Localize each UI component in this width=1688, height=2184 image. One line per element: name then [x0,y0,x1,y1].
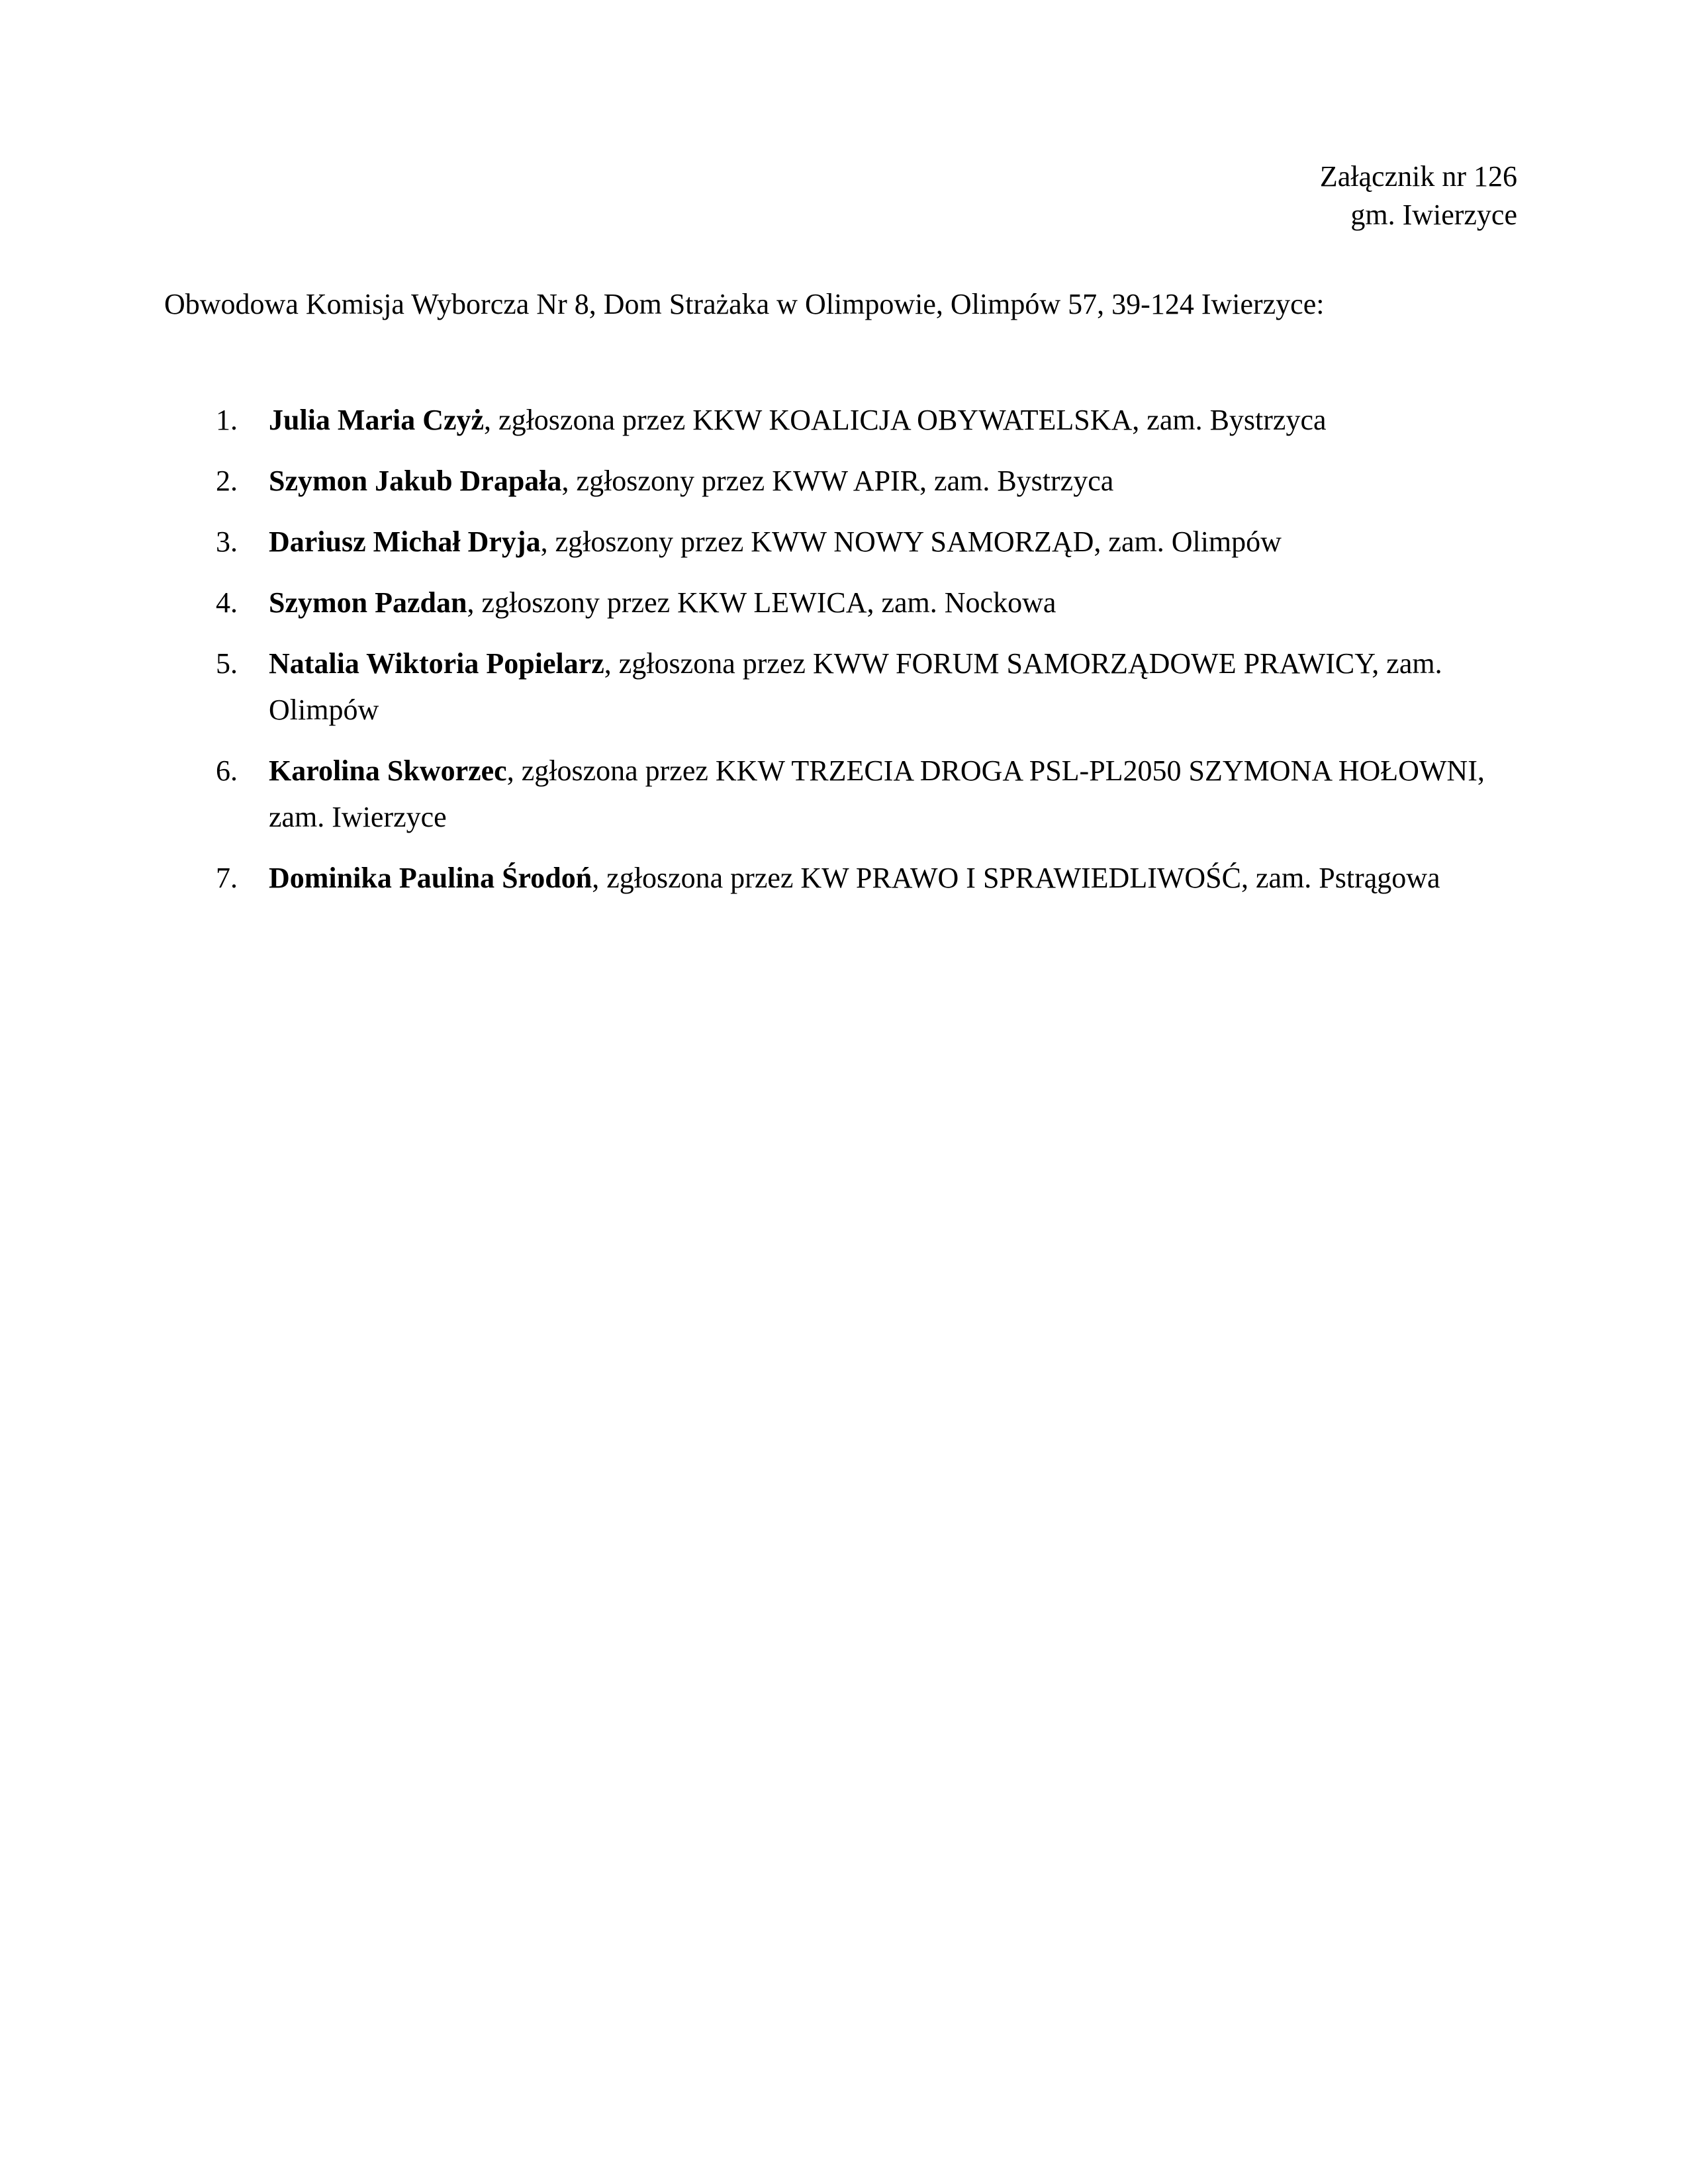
member-details: , zgłoszona przez KW PRAWO I SPRAWIEDLIWOŚĆ, zam. Pstrągowa [592,862,1440,894]
member-details: , zgłoszony przez KKW LEWICA, zam. Nockowa [467,586,1056,619]
member-name: Julia Maria Czyż [269,404,485,436]
item-text [269,855,1507,901]
list-item [216,855,1507,901]
item-text [269,397,1507,443]
member-name: Szymon Pazdan [269,586,467,619]
item-number: 3. [216,525,238,558]
item-text [269,748,1507,841]
list-item [216,519,1507,565]
list-item [216,641,1507,733]
member-details: , zgłoszony przez KWW NOWY SAMORZĄD, zam. Olimpów [540,525,1282,558]
item-number: 6. [216,754,238,787]
list-item [216,397,1507,443]
item-text [269,519,1507,565]
item-number: 5. [216,647,238,680]
item-number: 4. [216,586,238,619]
list-item [216,458,1507,504]
member-details: , zgłoszona przez KKW KOALICJA OBYWATELSKA, zam. Bystrzyca [484,404,1327,436]
item-number: 1. [216,404,238,436]
member-name: Dominika Paulina Środoń [269,862,592,894]
annex-number: Załącznik nr 126 [1319,160,1517,193]
member-name: Szymon Jakub Drapała [269,465,562,497]
item-text [269,641,1507,733]
item-text [269,458,1507,504]
member-name: Natalia Wiktoria Popielarz [269,647,604,680]
item-text [269,580,1507,626]
member-details: , zgłoszony przez KWW APIR, zam. Bystrzyca [561,465,1114,497]
member-name: Dariusz Michał Dryja [269,525,541,558]
item-number: 7. [216,862,238,894]
member-details: , zgłoszona przez KKW TRZECIA DROGA PSL-PL2050 SZYMONA HOŁOWNI, zam. Iwierzyce [269,754,1485,833]
item-number: 2. [216,465,238,497]
document-header [1320,158,1517,234]
member-name: Karolina Skworzec [269,754,507,787]
member-details: , zgłoszona przez KWW FORUM SAMORZĄDOWE PRAWICY, zam. Olimpów [269,647,1442,726]
list-item [216,748,1507,841]
list-item [216,580,1507,626]
commission-title: Obwodowa Komisja Wyborcza Nr 8, Dom Strażaka w Olimpowie, Olimpów 57, 39-124 Iwierzyce: [164,288,1325,320]
member-list [216,397,1507,916]
municipality-name: gm. Iwierzyce [1350,199,1517,231]
